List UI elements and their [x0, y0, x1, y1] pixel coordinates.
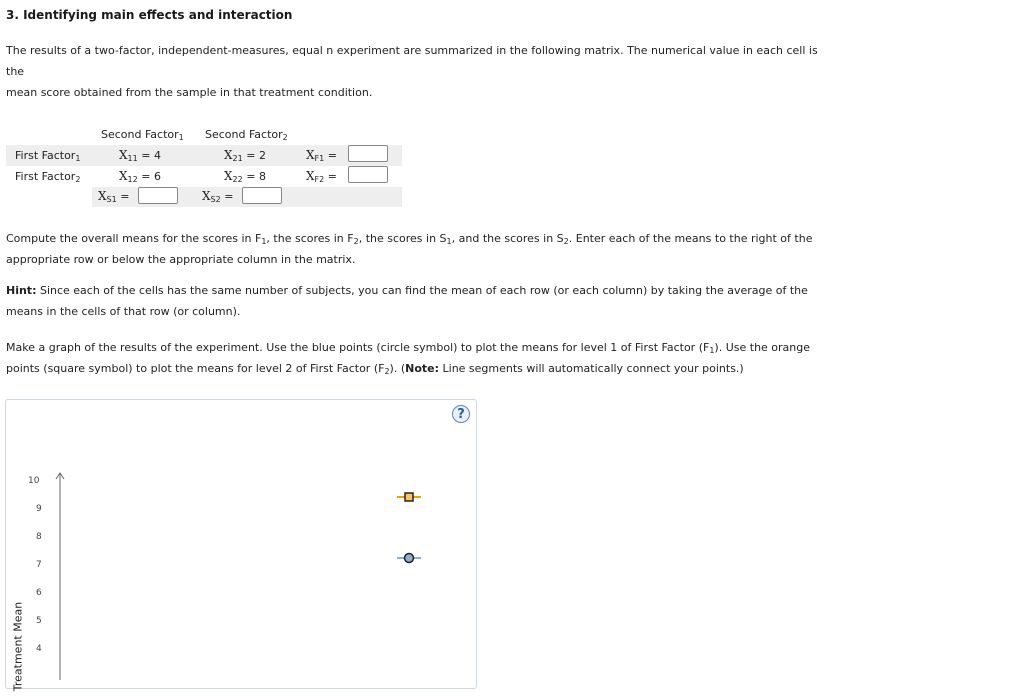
col-mean-label-s2: $X_{S2}$ =: [202, 189, 234, 204]
hint-line-2: means in the cells of that row (or column).: [6, 305, 241, 318]
intro-paragraph: [6, 40, 826, 103]
cell-x21: $X_{21} = 2$: [224, 148, 266, 163]
blue-circle-tool[interactable]: [396, 551, 422, 565]
row-mean-input-f2[interactable]: [348, 166, 388, 183]
question-title: 3. Identifying main effects and interaction: [6, 8, 293, 22]
y-tick-5: 5: [36, 616, 42, 626]
graph-instr-line-2: points (square symbol) to plot the means for level 2 of First Factor $(F_2)$. (Note: Line segments will automatically connect your points.): [6, 362, 744, 376]
help-icon[interactable]: ?: [452, 405, 470, 423]
graph-panel[interactable]: [5, 399, 477, 692]
row-mean-label-f1: $X_{F1}$ =: [306, 148, 337, 163]
row-mean-label-f2: $X_{F2}$ =: [306, 169, 337, 184]
intro-line-2: mean score obtained from the sample in that treatment condition.: [6, 86, 373, 99]
compute-line-2: appropriate row or below the appropriate column in the matrix.: [6, 253, 356, 266]
col-header-2: Second Factor$_2$: [205, 128, 288, 142]
graph-instructions: [6, 337, 826, 379]
compute-line-1: Compute the overall means for the scores in $F_1$, the scores in $F_2$, the scores in $S_1$, and the scores in $S_2$. Enter each of the means to the right of the: [6, 232, 813, 246]
hint-line-1: Hint: Since each of the cells has the same number of subjects, you can find the mean of each row (or each column) by taking the average of the: [6, 284, 808, 297]
graph-instr-line-1: Make a graph of the results of the experiment. Use the blue points (circle symbol) to plot the means for level 1 of First Factor $(F_1)$. Use the orange: [6, 341, 811, 355]
row-header-1: First Factor$_1$: [15, 149, 81, 163]
row-header-2: First Factor$_2$: [15, 170, 81, 184]
hint-paragraph: [6, 280, 826, 322]
y-tick-10: 10: [28, 476, 40, 486]
col-mean-input-s1[interactable]: [138, 187, 178, 204]
col-header-1: Second Factor$_1$: [101, 128, 184, 142]
orange-square-tool[interactable]: [396, 490, 422, 504]
intro-line-1: The results of a two-factor, independent-measures, equal n experiment are summarized in the following matrix. The numerical value in each cell is the: [6, 44, 818, 78]
y-axis-arrow: [53, 470, 67, 680]
y-tick-6: 6: [36, 588, 42, 598]
col-mean-label-s1: $X_{S1}$ =: [98, 189, 130, 204]
row-mean-input-f1[interactable]: [348, 145, 388, 162]
compute-paragraph: [6, 228, 826, 270]
y-tick-7: 7: [36, 560, 42, 570]
cell-x22: $X_{22} = 8$: [224, 169, 266, 184]
col-mean-input-s2[interactable]: [242, 187, 282, 204]
y-tick-4: 4: [36, 644, 42, 654]
cell-x12: $X_{12} = 6$: [119, 169, 161, 184]
y-tick-9: 9: [36, 504, 42, 514]
cell-x11: $X_{11} = 4$: [119, 148, 161, 163]
y-axis-label: Treatment Mean: [11, 601, 25, 692]
y-tick-8: 8: [36, 532, 42, 542]
means-matrix: [6, 125, 406, 209]
